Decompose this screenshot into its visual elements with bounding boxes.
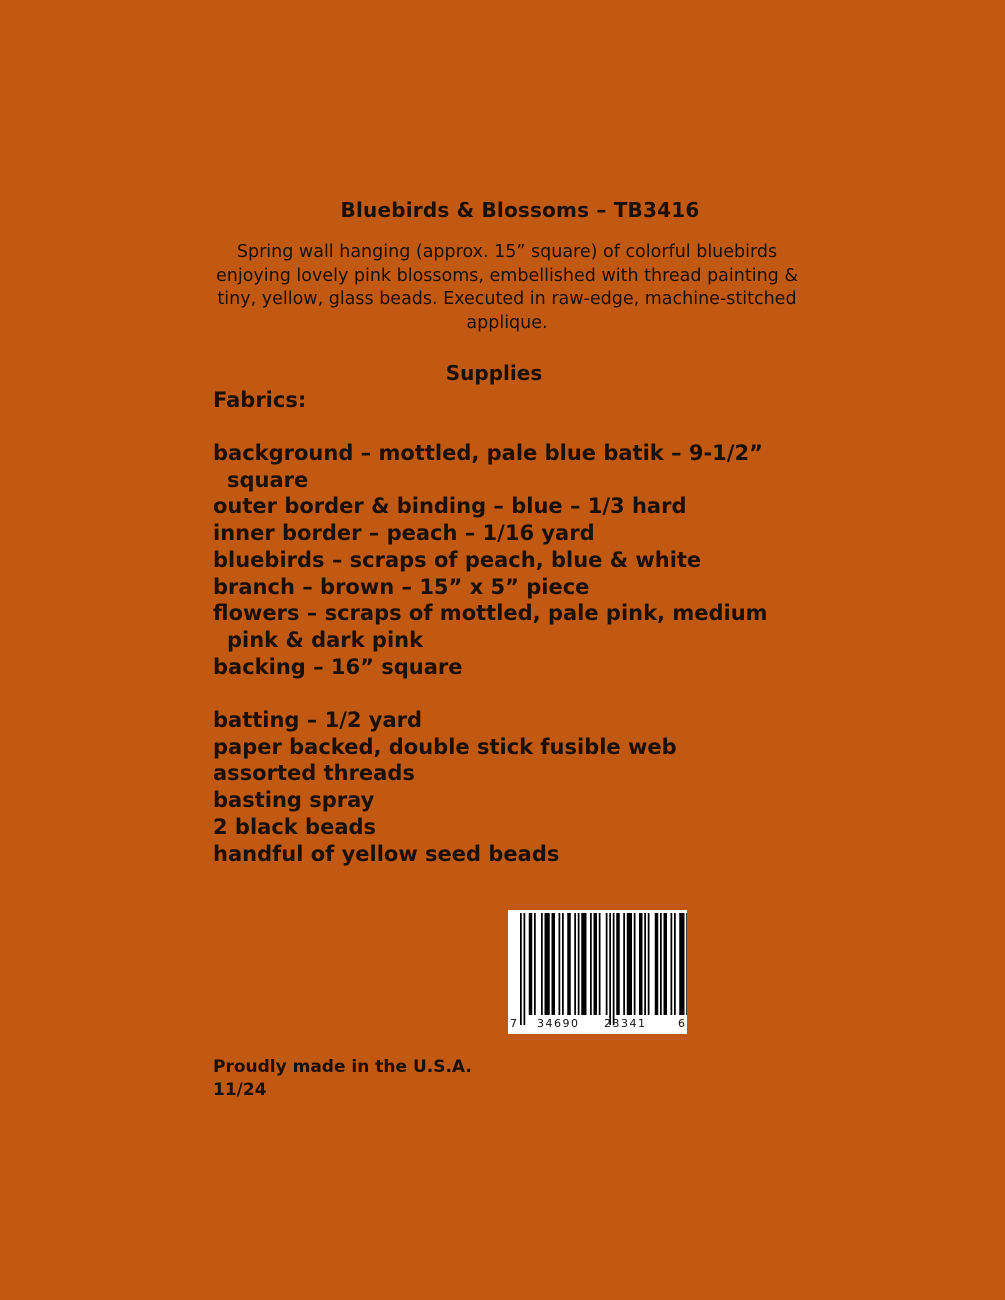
barcode-bar	[594, 913, 598, 1015]
list-item: backing – 16” square	[213, 654, 463, 679]
barcode-bar	[679, 913, 684, 1015]
barcode-group-1: 34690	[537, 1017, 580, 1030]
barcode-bar	[520, 913, 522, 1025]
barcode-bar	[648, 913, 650, 1015]
upc-barcode	[508, 910, 687, 1034]
barcode-bar	[581, 913, 586, 1015]
barcode-bar	[655, 913, 659, 1015]
list-item: batting – 1/2 yard	[213, 708, 423, 732]
list-item: inner border – peach – 1/16 yard	[213, 521, 595, 546]
barcode-bar	[562, 913, 564, 1015]
barcode-bar	[634, 913, 636, 1015]
barcode-bar	[627, 913, 632, 1015]
barcode-bar	[599, 913, 601, 1015]
barcode-bar	[590, 913, 592, 1015]
list-item: handful of yellow seed beads	[213, 841, 560, 866]
list-item: branch – brown – 15” x 5” piece	[213, 574, 590, 599]
barcode-bar	[574, 913, 576, 1015]
footer	[213, 1056, 472, 1101]
barcode-bar	[644, 913, 646, 1015]
pattern-description: Spring wall hanging (approx. 15” square) of colorful bluebirds enjoying lovely pink blossoms, embellished with thread painting & tiny, yellow, glass beads. Executed in raw-edge, machine-stitched applique.	[215, 242, 798, 333]
barcode-digit-left: 7	[510, 1017, 517, 1030]
barcode-bar	[567, 913, 571, 1015]
barcode-bar	[524, 913, 526, 1025]
fabrics-heading: Fabrics:	[213, 388, 307, 412]
list-item: 2 black beads	[213, 814, 377, 839]
barcode-group-2: 23341	[604, 1017, 647, 1030]
made-in-usa: Proudly made in the U.S.A.	[213, 1057, 472, 1077]
list-item: basting spray	[213, 788, 375, 813]
barcode-bar	[534, 913, 536, 1015]
barcode-bar	[559, 913, 561, 1015]
fabrics-list	[213, 440, 813, 680]
supplies-heading: Supplies	[445, 361, 543, 385]
barcode-bar	[616, 913, 620, 1015]
list-item: background – mottled, pale blue batik – 9-1/2” square	[213, 441, 763, 492]
pattern-title: Bluebirds & Blossoms – TB3416	[340, 198, 700, 222]
list-item: assorted threads	[213, 761, 415, 786]
barcode-bar	[541, 913, 543, 1015]
barcode-bar	[639, 913, 643, 1015]
barcode-bar	[606, 913, 608, 1015]
list-item: paper backed, double stick fusible web	[213, 734, 677, 759]
barcode-bar	[552, 913, 556, 1015]
barcode-bar	[529, 913, 533, 1015]
list-item: outer border & binding – blue – 1/3 hard	[213, 494, 687, 519]
barcode-bar	[545, 913, 550, 1015]
barcode-bar	[623, 913, 625, 1015]
other-supplies-list	[213, 707, 813, 867]
print-date: 11/24	[213, 1079, 267, 1100]
list-item: bluebirds – scraps of peach, blue & white	[213, 547, 702, 572]
barcode-bar	[674, 913, 676, 1015]
barcode-bar	[609, 913, 611, 1025]
barcode-bar	[664, 913, 668, 1015]
list-item: flowers – scraps of mottled, pale pink, medium pink & dark pink	[213, 601, 768, 652]
barcode-bar	[686, 913, 687, 1015]
barcode-digit-right: 6	[678, 1017, 685, 1030]
barcode-bar	[671, 913, 673, 1015]
barcode-bars	[508, 910, 687, 1034]
barcode-bar	[578, 913, 580, 1015]
barcode-bar	[613, 913, 615, 1025]
barcode-bar	[660, 913, 662, 1015]
